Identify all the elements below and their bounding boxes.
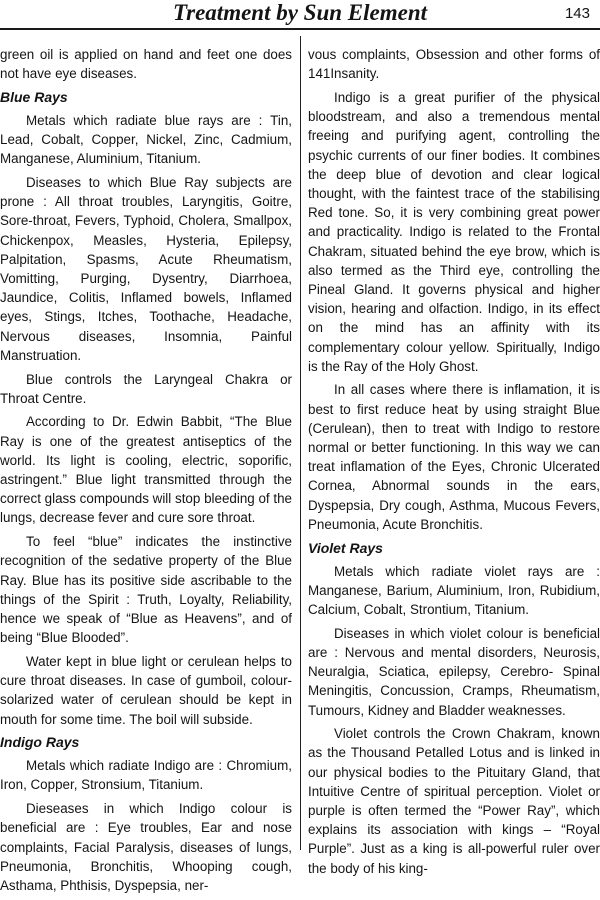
paragraph: Water kept in blue light or cerulean helps to cure throat diseases. In case of gumboil, colour-solarized water of cerulean should be kept in mouth for some time. The boil will subside. <box>0 653 292 727</box>
paragraph: In all cases where there is inflamation, it is best to first reduce heat by using straight Blue (Cerulean), then to treat with Indigo to restore normal or better functioning. In this way we can treat inflamation of the Eyes, Chronic Ulcerated Cornea, Abnormal sounds in the ears, Dyspepsia, Dry cough, Asthma, Mucous Fevers, Pneumonia, Acute Bronchitis. <box>308 382 600 532</box>
paragraph: Blue controls the Laryngeal Chakra or Throat Centre. <box>0 371 292 406</box>
page-number: 143 <box>564 5 590 22</box>
column-divider <box>300 36 301 850</box>
paragraph: Diseases to which Blue Ray subjects are prone : All throat troubles, Laryngitis, Goitre, Sore-throat, Fevers, Typhoid, Cholera, Smallpox, Chickenpox, Measles, Hysteria, Epilepsy, Palpitation, Spasms, Acute Rheumatism, Vomitting, Purging, Dysentry, Diarrhoea, Jaundice, Colitis, Inflamed bowels, Inflamed eyes, Stings, Itches, Toothache, Headache, Nervous diseases, Insomnia, Painful Manstruation. <box>0 175 292 363</box>
paragraph: Dieseases in which Indigo colour is beneficial are : Eye troubles, Ear and nose complaints, Facial Paralysis, diseases of lungs, Pneumonia, Bronchitis, Whooping cough, Asthama, Phthisis, Dyspepsia, ner- <box>0 801 292 893</box>
paragraph: According to Dr. Edwin Babbit, “The Blue Ray is one of the greatest antiseptics of the world. Its light is cooling, electric, soporific, astringent.” Blue light transmitted through the correct glass compounds will stop bleeding of the lungs, decrease fever and cure sore throat. <box>0 414 292 526</box>
paragraph: Metals which radiate blue rays are : Tin, Lead, Cobalt, Copper, Nickel, Zinc, Cadmium, Manganese, Aluminium, Titanium. <box>0 112 292 167</box>
paragraph: Metals which radiate violet rays are : Manganese, Barium, Aluminium, Iron, Rubidium, Calcium, Cobalt, Strontium, Titanium. <box>308 563 600 617</box>
paragraph: Diseases in which violet colour is beneficial are : Nervous and mental disorders, Neurosis, Neuralgia, Sciatica, epilepsy, Cerebro- Spinal Meningitis, Concussion, Cramps, Rheumatism, Tumours, Kidney and Bladder weaknesses. <box>308 625 600 718</box>
paragraph: Indigo is a great purifier of the physical bloodstream, and also a tremendous mental freeing and purifying agent, controlling the psychic currents of our finer bodies. It combines the deep blue of devotion and clear logical thought, with the faintest trace of the stabilising Red tone. So, it is very combining great power and practicality. Indigo is related to the Frontal Chakram, situated behind the eye brow, which is also termed as the Third eye, controlling the Pineal Gland. It governs physical and higher vision, hearing and olfaction. Indigo, in its effect on the mind has an affinity with its complementary colour yellow. Spiritually, Indigo is the Ray of the Holy Ghost. <box>308 89 600 374</box>
section-heading-indigo-rays: Indigo Rays <box>0 734 80 751</box>
section-heading-violet-rays: Violet Rays <box>308 539 383 556</box>
page-header <box>0 0 600 32</box>
section-heading-blue-rays: Blue Rays <box>0 88 68 105</box>
paragraph: vous complaints, Obsession and other forms of 141Insanity. <box>308 47 600 82</box>
header-rule <box>0 28 600 30</box>
paragraph: Metals which radiate Indigo are : Chromium, Iron, Copper, Stronsium, Titanium. <box>0 758 292 793</box>
paragraph: To feel “blue” indicates the instinctive recognition of the sedative property of the Blue Ray. Blue has its positive side ascribable to the things of the Spirit : Truth, Loyalty, Reliability, hence we speak of “Blue as Heavens”, and of being “Blue Blooded”. <box>0 534 292 646</box>
left-column <box>0 45 292 900</box>
paragraph: Violet controls the Crown Chakram, known as the Thousand Petalled Lotus and is linked in our physical bodies to the Pituitary Gland, that Intuitive Centre of spiritual perception. Violet or purple is often termed the “Power Ray”, which explains its association with kings – “Royal Purple”. Just as a king is all-powerful ruler over the body of his king- <box>308 726 600 876</box>
right-column <box>308 45 600 882</box>
paragraph: green oil is applied on hand and feet one does not have eye diseases. <box>0 47 292 82</box>
running-title: Treatment by Sun Element <box>172 0 428 25</box>
